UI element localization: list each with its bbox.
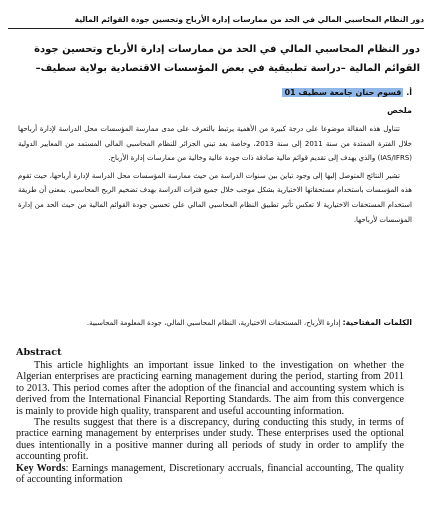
author-name: قسوم حنان جامعة سطيف: [298, 88, 402, 97]
title-line-2: القوائم المالية –دراسة تطبيقية في بعض المؤسسات الاقتصادية بولاية سطيف–: [35, 63, 420, 74]
arabic-keywords-label: الكلمات المفتاحية:: [342, 318, 412, 327]
english-keywords: [16, 463, 404, 486]
running-header: [8, 14, 424, 29]
english-abstract-heading: Abstract: [16, 347, 62, 358]
arabic-abstract-heading: ملخص: [387, 106, 412, 115]
english-keywords-text: : Earnings management, Discretionary accruals, financial accounting, The quality of accounting information: [16, 462, 404, 486]
author-number: 01: [284, 88, 296, 97]
arabic-keywords-text: إدارة الأرباح، المستحقات الاختيارية، النظام المحاسبي المالي، جودة المعلومة المحاسبية.: [86, 319, 341, 327]
english-abstract-paragraph-1: This article highlights an important issue linked to the investigation on whether the Algerian enterprises are practicing earning management during the period, starting from 2011 to 2013. This period comes after the adoption of the financial and accounting system which is derived from the International Financial Reporting Standards. The aim from this convergence is mainly to provide high quality, transparent and useful accounting information.: [16, 360, 404, 417]
author-line: [16, 86, 412, 100]
arabic-abstract: [18, 122, 412, 227]
title-line-1: دور النظام المحاسبي المالي في الحد من ممارسات إدارة الأرباح وتحسين جودة: [34, 44, 420, 55]
article-title: [16, 40, 420, 78]
english-keywords-label: Key Words: [16, 462, 66, 474]
arabic-abstract-paragraph-2: تشير النتائج المتوصل إليها إلى وجود تباين بين سنوات الدراسة من حيث ممارسة المؤسسات محل الدراسة لإدارة أرباحها، حيث تقوم هذه المؤسسات باستخدام مستحقاتها الاختيارية بشكل موجب خلال جميع فترات الدراسة بهدف تضخيم الربح المحاسبي. بمعنى أن طريقة استخدام المستحقات الاختيارية لا تعكس تأثير تطبيق النظام المحاسبي المالي على تحسين جودة القوائم المالية من حيث الحد من إدارة المؤسسات لأرباحها.: [18, 171, 412, 224]
arabic-keywords: [18, 316, 412, 330]
author-highlight: [282, 88, 403, 97]
arabic-abstract-paragraph-1: تتناول هذه المقالة موضوعا على درجة كبيرة من الأهمية يرتبط بالتعرف على مدى ممارسة المؤسسات محل الدراسة لإدارة أرباحها خلال الفترة الممتدة من سنة 2011 إلى سنة 2013، وخاصة بعد تبني الجزائر للنظام المحاسبي المالي المستمد من المعايير الدولية (IAS/IFRS) والذي يهدف إلى تقديم قوائم مالية صادقة ذات جودة عالية وخالية من ممارسات إدارة الأرباح.: [18, 125, 412, 163]
running-title: دور النظام المحاسبي المالي في الحد من ممارسات إدارة الأرباح وتحسين جودة القوائم المالية: [74, 15, 424, 24]
english-abstract: [16, 360, 404, 485]
author-prefix: أ.: [406, 88, 412, 97]
english-abstract-paragraph-2: The results suggest that there is a discrepancy, during conducting this study, in terms of practice earning management by enterprises under study. These enterprises used the optional dues intentionally in a positive manner during all periods of study in order to amplify the accounting profit.: [16, 417, 404, 463]
